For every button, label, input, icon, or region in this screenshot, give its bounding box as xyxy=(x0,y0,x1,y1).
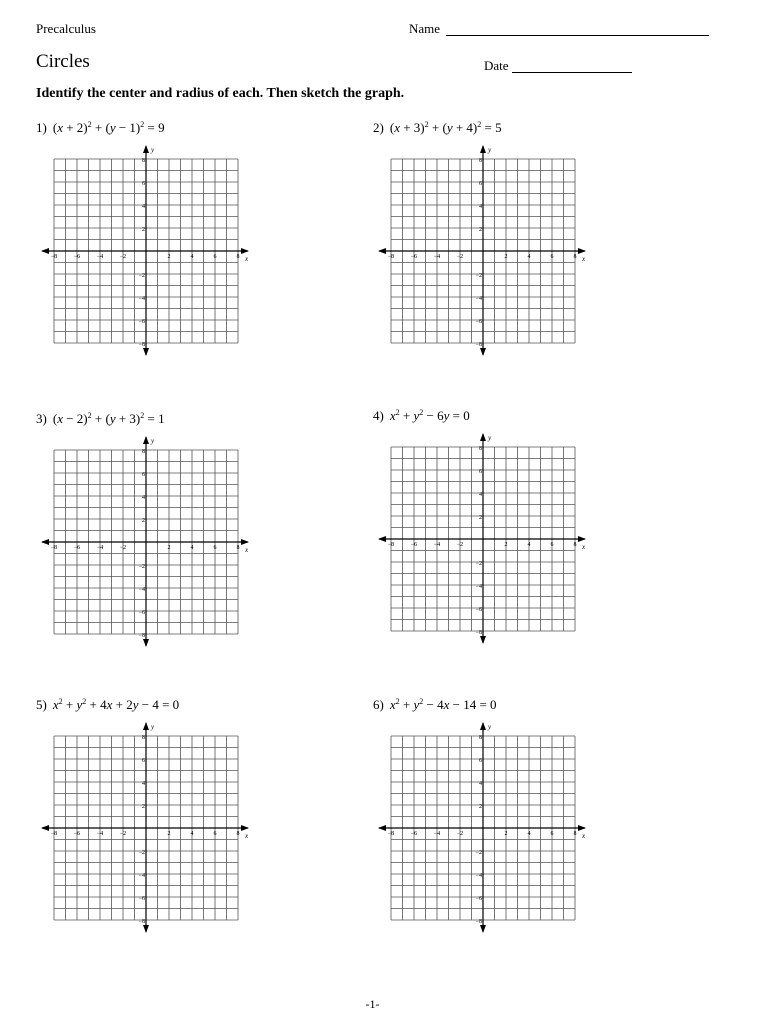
page-number: -1- xyxy=(365,997,380,1011)
equation-term: + (y − 1) xyxy=(91,120,141,135)
problem-number: 5) xyxy=(36,697,47,712)
x-tick-label: 2 xyxy=(504,831,508,837)
exponent: 2 xyxy=(419,697,424,706)
y-tick-label: −4 xyxy=(475,296,482,302)
y-axis-label: y xyxy=(151,437,155,445)
problem-equation xyxy=(53,120,165,135)
y-tick-label: −4 xyxy=(475,873,482,879)
exponent: 2 xyxy=(140,120,145,129)
equation-term: − 4x − 14 = 0 xyxy=(423,697,497,712)
x-tick-label: −8 xyxy=(50,254,58,260)
equation-term: + y xyxy=(62,697,83,712)
x-tick-label: 6 xyxy=(213,831,217,837)
y-tick-label: 8 xyxy=(142,158,145,164)
x-axis-arrow-right-icon xyxy=(241,825,249,831)
x-tick-label: −2 xyxy=(456,254,464,260)
x-tick-label: 2 xyxy=(167,545,171,551)
equation-term: + y xyxy=(399,408,420,423)
x-tick-label: −6 xyxy=(73,254,81,260)
x-axis-label: x xyxy=(582,543,586,551)
instructions: Identify the center and radius of each. Then sketch the graph. xyxy=(36,86,405,101)
exponent: 2 xyxy=(87,120,92,129)
x-tick-label: −6 xyxy=(410,542,418,548)
y-tick-label: −6 xyxy=(475,896,482,902)
y-tick-label: 6 xyxy=(479,469,482,475)
x-tick-label: 6 xyxy=(213,545,217,551)
x-tick-label: −8 xyxy=(387,831,395,837)
y-tick-label: −4 xyxy=(138,587,145,593)
y-tick-label: −6 xyxy=(138,610,145,616)
x-tick-label: 2 xyxy=(504,254,508,260)
y-tick-label: 8 xyxy=(479,446,482,452)
problem-number: 2) xyxy=(373,120,384,135)
x-tick-label: −4 xyxy=(433,542,441,548)
y-tick-label: 4 xyxy=(479,204,482,210)
y-axis-arrow-up-icon xyxy=(480,722,486,730)
coordinate-grid-1[interactable] xyxy=(40,142,252,366)
problem-4 xyxy=(373,408,470,424)
y-tick-label: −2 xyxy=(475,561,482,567)
y-axis-arrow-down-icon xyxy=(480,925,486,933)
equation-term: = 1 xyxy=(144,411,165,426)
coordinate-grid-2[interactable] xyxy=(377,142,589,366)
equation-term: + (y + 3) xyxy=(91,411,141,426)
y-axis-label: y xyxy=(151,146,155,154)
problem-6 xyxy=(373,697,497,713)
y-tick-label: −8 xyxy=(475,342,482,348)
equation-term: + 4x + 2y − 4 = 0 xyxy=(86,697,180,712)
problem-number: 6) xyxy=(373,697,384,712)
equation-term: x xyxy=(389,408,396,423)
date-blank[interactable] xyxy=(512,72,632,73)
x-tick-label: 8 xyxy=(573,831,577,837)
problem-5 xyxy=(36,697,179,713)
exponent: 2 xyxy=(140,411,145,420)
x-axis-arrow-right-icon xyxy=(578,825,586,831)
equation-term: + y xyxy=(399,697,420,712)
x-tick-label: 6 xyxy=(550,542,554,548)
equation-term: + (y + 4) xyxy=(428,120,478,135)
y-tick-label: 8 xyxy=(142,449,145,455)
x-tick-label: 2 xyxy=(167,254,171,260)
x-tick-label: −4 xyxy=(96,831,104,837)
y-tick-label: 6 xyxy=(142,758,145,764)
x-axis-label: x xyxy=(245,832,249,840)
x-axis-label: x xyxy=(582,255,586,263)
x-tick-label: 4 xyxy=(527,542,531,548)
x-tick-label: 8 xyxy=(236,831,240,837)
equation-term: x xyxy=(52,697,59,712)
x-tick-label: −6 xyxy=(410,254,418,260)
problem-equation xyxy=(53,697,179,712)
name-label: Name xyxy=(409,21,441,36)
y-tick-label: 2 xyxy=(479,515,482,521)
x-tick-label: 4 xyxy=(527,831,531,837)
y-tick-label: −2 xyxy=(138,273,145,279)
problem-number: 1) xyxy=(36,120,47,135)
x-tick-label: 6 xyxy=(550,254,554,260)
x-tick-label: −6 xyxy=(73,831,81,837)
problem-equation xyxy=(53,411,165,426)
y-tick-label: −8 xyxy=(138,633,145,639)
y-tick-label: −4 xyxy=(138,296,145,302)
exponent: 2 xyxy=(395,697,400,706)
worksheet-title: Circles xyxy=(36,51,90,72)
exponent: 2 xyxy=(419,408,424,417)
problem-equation xyxy=(390,697,497,712)
x-tick-label: −4 xyxy=(96,545,104,551)
x-tick-label: −2 xyxy=(119,545,127,551)
y-axis-arrow-down-icon xyxy=(143,348,149,356)
y-tick-label: −8 xyxy=(138,919,145,925)
y-tick-label: −8 xyxy=(138,342,145,348)
problem-equation xyxy=(390,120,502,135)
exponent: 2 xyxy=(424,120,429,129)
x-tick-label: 8 xyxy=(236,254,240,260)
y-axis-arrow-down-icon xyxy=(480,348,486,356)
x-tick-label: −6 xyxy=(73,545,81,551)
x-tick-label: 4 xyxy=(190,831,194,837)
y-tick-label: 6 xyxy=(479,758,482,764)
y-tick-label: 6 xyxy=(142,181,145,187)
exponent: 2 xyxy=(82,697,87,706)
x-axis-label: x xyxy=(245,546,249,554)
x-tick-label: −4 xyxy=(433,254,441,260)
x-tick-label: 2 xyxy=(504,542,508,548)
y-tick-label: 2 xyxy=(142,518,145,524)
coordinate-grid-5[interactable] xyxy=(40,719,252,943)
y-tick-label: 2 xyxy=(479,227,482,233)
name-blank[interactable] xyxy=(446,35,709,36)
x-axis-label: x xyxy=(582,832,586,840)
x-axis-arrow-right-icon xyxy=(578,248,586,254)
x-tick-label: 4 xyxy=(190,545,194,551)
problem-number: 3) xyxy=(36,411,47,426)
x-tick-label: 8 xyxy=(573,542,577,548)
y-tick-label: −2 xyxy=(475,273,482,279)
y-tick-label: −8 xyxy=(475,630,482,636)
y-tick-label: 2 xyxy=(142,804,145,810)
y-tick-label: −8 xyxy=(475,919,482,925)
y-tick-label: 2 xyxy=(479,804,482,810)
exponent: 2 xyxy=(87,411,92,420)
exponent: 2 xyxy=(477,120,482,129)
x-tick-label: 8 xyxy=(236,545,240,551)
problem-3 xyxy=(36,411,165,427)
x-tick-label: 8 xyxy=(573,254,577,260)
coordinate-grid-4[interactable] xyxy=(377,430,589,654)
x-axis-arrow-left-icon xyxy=(41,248,49,254)
y-tick-label: −2 xyxy=(138,850,145,856)
x-tick-label: −4 xyxy=(433,831,441,837)
y-axis-label: y xyxy=(151,723,155,731)
y-axis-arrow-up-icon xyxy=(143,436,149,444)
y-axis-arrow-down-icon xyxy=(143,639,149,647)
equation-term: (x + 3) xyxy=(389,120,425,135)
x-axis-arrow-right-icon xyxy=(241,539,249,545)
x-axis-arrow-left-icon xyxy=(41,825,49,831)
equation-term: x xyxy=(389,697,396,712)
y-tick-label: 2 xyxy=(142,227,145,233)
x-axis-arrow-left-icon xyxy=(378,536,386,542)
y-tick-label: −6 xyxy=(138,896,145,902)
x-axis-arrow-left-icon xyxy=(378,825,386,831)
equation-term: (x − 2) xyxy=(52,411,88,426)
x-tick-label: 2 xyxy=(167,831,171,837)
y-axis-label: y xyxy=(488,723,492,731)
x-tick-label: −8 xyxy=(50,545,58,551)
y-axis-arrow-up-icon xyxy=(480,433,486,441)
x-tick-label: 6 xyxy=(550,831,554,837)
equation-term: (x + 2) xyxy=(52,120,88,135)
x-tick-label: −2 xyxy=(119,254,127,260)
y-tick-label: 8 xyxy=(479,158,482,164)
y-tick-label: −6 xyxy=(475,607,482,613)
problem-1 xyxy=(36,120,165,136)
y-tick-label: −4 xyxy=(475,584,482,590)
equation-term: = 9 xyxy=(144,120,165,135)
x-tick-label: 6 xyxy=(213,254,217,260)
y-tick-label: −2 xyxy=(138,564,145,570)
y-tick-label: −6 xyxy=(475,319,482,325)
x-tick-label: 4 xyxy=(190,254,194,260)
exponent: 2 xyxy=(58,697,63,706)
y-tick-label: 4 xyxy=(142,204,145,210)
y-axis-label: y xyxy=(488,434,492,442)
x-axis-label: x xyxy=(245,255,249,263)
x-tick-label: −8 xyxy=(387,542,395,548)
problem-equation xyxy=(390,408,470,423)
y-axis-label: y xyxy=(488,146,492,154)
x-tick-label: −2 xyxy=(119,831,127,837)
y-tick-label: 8 xyxy=(479,735,482,741)
x-tick-label: −4 xyxy=(96,254,104,260)
x-tick-label: −2 xyxy=(456,831,464,837)
x-tick-label: −8 xyxy=(50,831,58,837)
y-tick-label: 4 xyxy=(479,781,482,787)
problem-number: 4) xyxy=(373,408,384,423)
equation-term: − 6y = 0 xyxy=(423,408,470,423)
x-tick-label: −6 xyxy=(410,831,418,837)
x-tick-label: −8 xyxy=(387,254,395,260)
y-tick-label: −2 xyxy=(475,850,482,856)
y-tick-label: 4 xyxy=(142,495,145,501)
coordinate-grid-6[interactable] xyxy=(377,719,589,943)
y-tick-label: 4 xyxy=(479,492,482,498)
y-tick-label: −6 xyxy=(138,319,145,325)
equation-term: = 5 xyxy=(481,120,502,135)
x-tick-label: −2 xyxy=(456,542,464,548)
y-axis-arrow-up-icon xyxy=(480,145,486,153)
x-tick-label: 4 xyxy=(527,254,531,260)
y-axis-arrow-up-icon xyxy=(143,145,149,153)
y-axis-arrow-down-icon xyxy=(143,925,149,933)
exponent: 2 xyxy=(395,408,400,417)
y-axis-arrow-down-icon xyxy=(480,636,486,644)
x-axis-arrow-left-icon xyxy=(41,539,49,545)
x-axis-arrow-left-icon xyxy=(378,248,386,254)
y-axis-arrow-up-icon xyxy=(143,722,149,730)
y-tick-label: 8 xyxy=(142,735,145,741)
coordinate-grid-3[interactable] xyxy=(40,433,252,657)
problem-2 xyxy=(373,120,502,136)
x-axis-arrow-right-icon xyxy=(241,248,249,254)
y-tick-label: −4 xyxy=(138,873,145,879)
course-name: Precalculus xyxy=(36,21,96,36)
y-tick-label: 6 xyxy=(142,472,145,478)
date-label: Date xyxy=(484,58,509,73)
y-tick-label: 6 xyxy=(479,181,482,187)
x-axis-arrow-right-icon xyxy=(578,536,586,542)
y-tick-label: 4 xyxy=(142,781,145,787)
